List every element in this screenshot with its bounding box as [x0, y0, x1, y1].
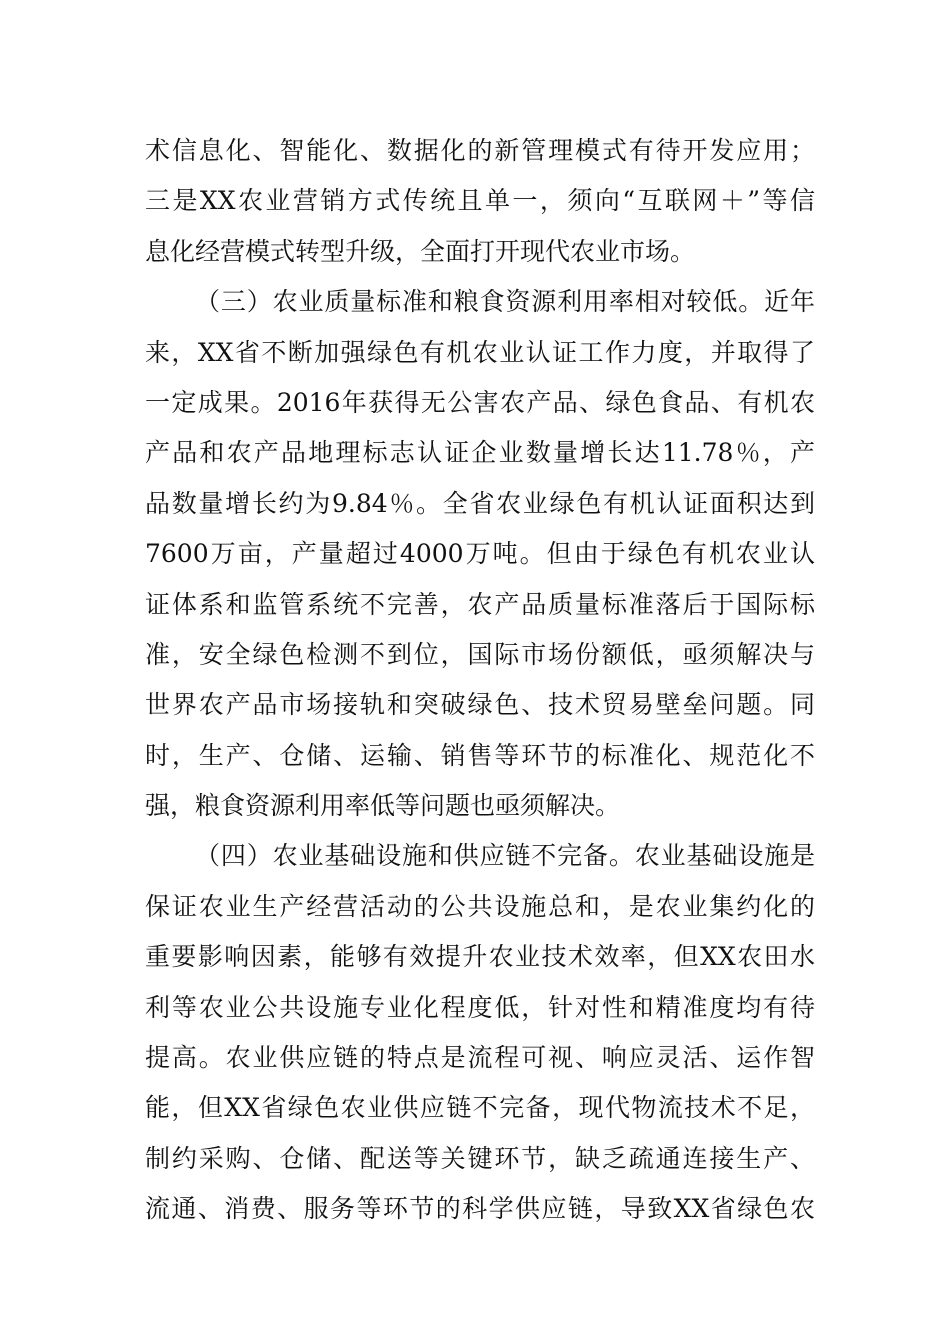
text-line: 提高。农业供应链的特点是流程可视、响应灵活、运作智: [145, 1043, 815, 1073]
text-line: 保证农业生产经营活动的公共设施总和，是农业集约化的: [145, 891, 815, 921]
text-line: 时，生产、仓储、运输、销售等环节的标准化、规范化不: [145, 740, 815, 770]
text-line: 来，XX省不断加强绿色有机农业认证工作力度，并取得了: [145, 337, 815, 367]
text-line: 能，但XX省绿色农业供应链不完备，现代物流技术不足，: [145, 1093, 815, 1123]
text-line: 制约采购、仓储、配送等关键环节，缺乏疏通连接生产、: [145, 1143, 815, 1173]
text-line: 息化经营模式转型升级，全面打开现代农业市场。: [145, 236, 696, 266]
text-line: 强，粮食资源利用率低等问题也亟须解决。: [145, 791, 621, 821]
text-line: 流通、消费、服务等环节的科学供应链，导致XX省绿色农: [145, 1194, 815, 1224]
text-line: 准，安全绿色检测不到位，国际市场份额低，亟须解决与: [145, 639, 815, 669]
text-line: 品数量增长约为9.84％。全省农业绿色有机认证面积达到: [145, 488, 815, 518]
body-text: [145, 126, 815, 1235]
text-line: 重要影响因素，能够有效提升农业技术效率，但XX农田水: [145, 942, 815, 972]
section-4-heading-line: （四）农业基础设施和供应链不完备。农业基础设施是: [195, 841, 815, 871]
text-line: 术信息化、智能化、数据化的新管理模式有待开发应用；: [145, 136, 815, 165]
text-line: 一定成果。2016年获得无公害农产品、绿色食品、有机农: [145, 387, 815, 417]
text-line: 利等农业公共设施专业化程度低，针对性和精准度均有待: [145, 992, 815, 1022]
section-3-heading-line: （三）农业质量标准和粮食资源利用率相对较低。近年: [195, 287, 815, 317]
text-line: 三是XX农业营销方式传统且单一，须向“互联网＋”等信: [145, 186, 815, 216]
text-line: 7600万亩，产量超过4000万吨。但由于绿色有机农业认: [145, 539, 815, 569]
text-line: 世界农产品市场接轨和突破绿色、技术贸易壁垒问题。同: [145, 690, 815, 720]
text-line: 产品和农产品地理标志认证企业数量增长达11.78％，产: [145, 438, 815, 468]
text-line: 证体系和监管系统不完善，农产品质量标准落后于国际标: [145, 589, 815, 619]
